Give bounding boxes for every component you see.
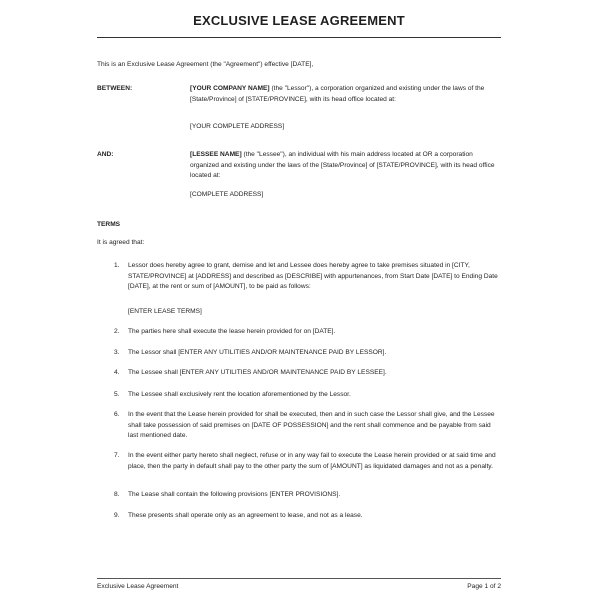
lessor-description: (the "Lessor"), a corporation organized and existing under the laws of the [State/Province] of [STATE/PROVINCE], with its head office located at: (190, 85, 485, 103)
clause-number: 6. (114, 411, 120, 418)
document-title: EXCLUSIVE LEASE AGREEMENT (193, 13, 405, 28)
document-page (97, 0, 501, 600)
footer-rule (97, 578, 501, 579)
clause-text: The Lessee shall exclusively rent the location aforementioned by the Lessor. (128, 391, 351, 398)
lessor-address: [YOUR COMPLETE ADDRESS] (190, 123, 285, 130)
between-paragraph (190, 84, 501, 105)
clause-number: 2. (114, 328, 120, 335)
clause-number: 8. (114, 491, 120, 498)
clause-number: 1. (114, 262, 120, 269)
clause-number: 4. (114, 369, 120, 376)
clause-number: 5. (114, 391, 120, 398)
clause-number: 7. (114, 452, 120, 459)
clause-text: These presents shall operate only as an agreement to lease, and not as a lease. (128, 512, 363, 519)
lessor-name: [YOUR COMPANY NAME] (190, 85, 270, 92)
clause-text: Lessor does hereby agree to grant, demise and let and Lessee does hereby agree to take premises situated in [CITY, STATE/PROVINCE] at [ADDRESS] and described as [DESCRIBE] with appurtenances, from Start Date [DATE] to Ending Date [DATE], at the rent or sum of [AMOUNT], to be paid as follows: (128, 262, 498, 290)
footer-page-number: Page 1 of 2 (467, 583, 501, 590)
clause-text: The parties here shall execute the lease herein provided for on [DATE]. (128, 328, 336, 335)
lessee-name: [LESSEE NAME] (190, 151, 242, 158)
clause-number: 9. (114, 512, 120, 519)
agreed-line: It is agreed that: (97, 239, 145, 246)
lessee-description: (the "Lessee"), an individual with his main address located at OR a corporation organized and existing under the laws of the [State/Province] of [STATE/PROVINCE], with its head office located at: (190, 151, 495, 179)
title-rule (97, 37, 501, 38)
and-paragraph (190, 150, 501, 182)
clause-text: The Lessee shall [ENTER ANY UTILITIES AND/OR MAINTENANCE PAID BY LESSEE]. (128, 369, 387, 376)
footer-document-name: Exclusive Lease Agreement (97, 583, 179, 590)
clause-text: The Lessor shall [ENTER ANY UTILITIES AND/OR MAINTENANCE PAID BY LESSOR]. (128, 349, 387, 356)
between-label: BETWEEN: (97, 85, 133, 92)
clause-text: In the event that the Lease herein provided for shall be executed, then and in such case the Lessor shall give, and the Lessee shall take possession of said premises on [DATE OF POSSESSION] and the rent shall commence and be payable from said last mentioned date. (128, 411, 495, 439)
clause-text: The Lease shall contain the following provisions [ENTER PROVISIONS]. (128, 491, 341, 498)
clause-extra: [ENTER LEASE TERMS] (128, 308, 202, 315)
lessee-address: [COMPLETE ADDRESS] (190, 191, 264, 198)
and-label: AND: (97, 151, 114, 158)
terms-heading: TERMS (97, 221, 121, 228)
clause-text: In the event either party hereto shall neglect, refuse or in any way fail to execute the Lease herein provided or at said time and place, then the party in default shall pay to the other party the sum of [AMOUNT] as liquidated damages and not as a penalty. (128, 452, 496, 470)
clause-number: 3. (114, 349, 120, 356)
intro-paragraph: This is an Exclusive Lease Agreement (the "Agreement") effective [DATE], (97, 61, 314, 68)
